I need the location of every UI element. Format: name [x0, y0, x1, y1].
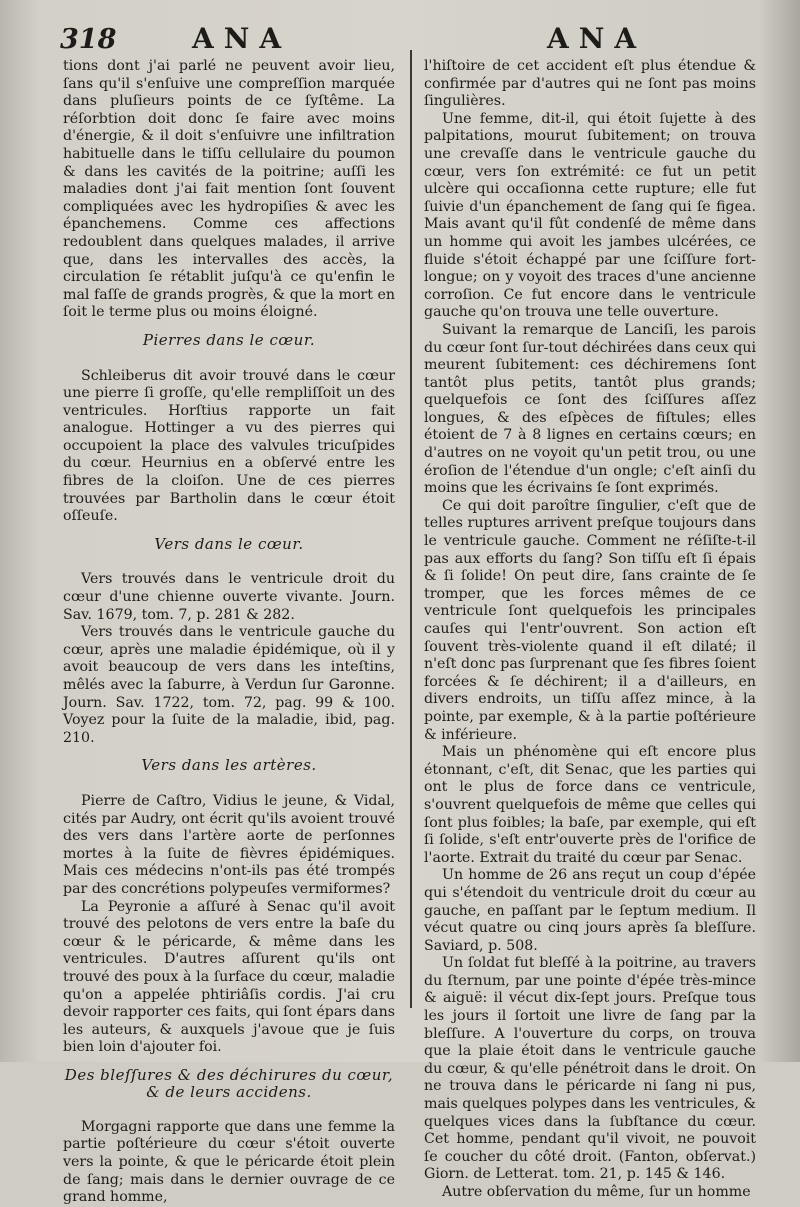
paragraph-spacer	[63, 563, 395, 571]
paragraph-spacer	[63, 360, 395, 368]
page-number: 318	[60, 24, 117, 55]
running-head-right: ANA	[547, 22, 647, 55]
paragraph: Suivant la remarque de Lanciſi, les parois du cœur ſont ſur-tout déchirées dans ceux qui meurent ſubitement: ces déchiremens ſont tantôt plus petits, tantôt plus grands; quelquefois ce ſont des ſciſſures aſſez longues, & des eſpèces de fiſtules; elles étoient de 7 à 8 lignes en certains cœurs; en d'autres on ne voyoit qu'un petit trou, ou une éroſion de l'étendue d'un ongle; c'eſt ainſi du moins que les écrivains ſe ſont exprimés.	[424, 321, 756, 497]
paragraph: tions dont j'ai parlé ne peuvent avoir lieu, ſans qu'il s'enſuive une compreſſion marquée dans pluſieurs points de ce ſyſtême. La réſorbtion doit donc ſe faire avec moins d'énergie, & il doit s'enſuivre une infiltration habituelle dans le tiſſu cellulaire du poumon & dans les cavités de la poitrine; auſſi les maladies dont j'ai fait mention ſont ſouvent compliquées avec les hydropiſies & avec les épanchemens. Comme ces affections redoublent dans quelques malades, il arrive que, dans les intervalles des accès, la circulation ſe rétablit juſqu'à ce qu'enfin le mal faſſe de grands progrès, & que la mort en ſoit le terme plus ou moins éloigné.	[63, 58, 395, 321]
paragraph-spacer	[63, 785, 395, 793]
paragraph: Vers trouvés dans le ventricule droit du cœur d'une chienne ouverte vivante. Journ. Sav. 1679, tom. 7, p. 281 & 282.	[63, 571, 395, 623]
paragraph: Vers trouvés dans le ventricule gauche du cœur, après une maladie épidémique, où il y avoit beaucoup de vers dans les inteſtins, mêlés avec la ſaburre, à Verdun ſur Garonne. Journ. Sav. 1722, tom. 72, pag. 99 & 100. Voyez pour la ſuite de la maladie, ibid, pag. 210.	[63, 624, 395, 746]
paragraph: l'hiſtoire de cet accident eſt plus étendue & confirmée par d'autres qui ne ſont pas moins ſingulières.	[424, 58, 756, 110]
paragraph: Un ſoldat fut bleſſé à la poitrine, au travers du ſternum, par une pointe d'épée très-mince & aiguë: il vécut dix-ſept jours. Preſque tous les jours il ſortoit une livre de ſang par la bleſſure. A l'ouverture du corps, on trouva que la plaie étoit dans le ventricule gauche du cœur, & qu'elle pénétroit dans le droit. On ne trouva dans le péricarde ni ſang ni pus, mais quelques polypes dans les ventricules, & quelques vices dans la ſubſtance du cœur. Cet homme, pendant qu'il vivoit, ne pouvoit ſe coucher du côté droit. (Fanton, obſervat.) Giorn. de Letterat. tom. 21, p. 145 & 146.	[424, 955, 756, 1183]
section-heading: Vers dans les artères.	[141, 756, 317, 775]
paragraph-spacer	[63, 1111, 395, 1119]
paragraph: Ce qui doit paroître ſingulier, c'eſt que de telles ruptures arrivent preſque toujours dans le ventricule gauche. Comment ne réſiſte-t-il pas aux efforts du ſang? Son tiſſu eſt ſi épais & ſi ſolide! On peut dire, ſans crainte de ſe tromper, que les forces mêmes de ce ventricule ſont quelquefois les principales cauſes qui l'entr'ouvrent. Son action eſt ſouvent très-violente quand il eſt dilaté; il n'eſt donc pas ſurprenant que ſes fibres ſoient forcées & ſe déchirent; il a d'ailleurs, en divers endroits, un tiſſu aſſez mince, à la pointe, par exemple, & à la partie poſtérieure & inférieure.	[424, 497, 756, 743]
running-head-left: ANA	[192, 22, 292, 55]
paragraph: Mais un phénomène qui eſt encore plus étonnant, c'eſt, dit Senac, que les parties qui ont le plus de force dans ce ventricule, s'ouvrent quelquefois de même que celles qui ſont plus foibles; la baſe, par exemple, qui eſt ſi ſolide, s'eſt entr'ouverte près de l'orifice de l'aorte. Extrait du traité du cœur par Senac.	[424, 744, 756, 866]
paragraph: Pierre de Caſtro, Vidius le jeune, & Vidal, cités par Audry, ont écrit qu'ils avoient trouvé des vers dans l'artère aorte de perſonnes mortes à la ſuite de fièvres épidémiques. Mais ces médecins n'ont-ils pas été trompés par des concrétions polypeuſes vermiformes?	[63, 792, 395, 897]
right-column	[424, 58, 756, 1202]
paragraph: Morgagni rapporte que dans une femme la partie poſtérieure du cœur s'étoit ouverte vers la pointe, & que le péricarde étoit plein de ſang; mais dans le dernier ouvrage de ce grand homme,	[63, 1118, 395, 1206]
paragraph: La Peyronie a aſſuré à Senac qu'il avoit trouvé des pelotons de vers entre la baſe du cœur & le péricarde, & même dans les ventricules. D'autres aſſurent qu'ils ont trouvé des poux à la ſurface du cœur, maladie qu'on a appelée phtiriâſis cordis. J'ai cru devoir rapporter ces faits, qui ſont épars dans les auteurs, & auxquels j'avoue que je ſuis bien loin d'ajouter foi.	[63, 898, 395, 1056]
paragraph: Un homme de 26 ans reçut un coup d'épée qui s'étendoit du ventricule droit du cœur au gauche, en paſſant par le ſeptum medium. Il vécut quatre ou cinq jours après ſa bleſſure. Saviard, p. 508.	[424, 867, 756, 954]
section-heading: Vers dans le cœur.	[154, 534, 304, 553]
paragraph: Autre obſervation du même, ſur un homme	[442, 1184, 751, 1200]
column-rule	[410, 50, 412, 1008]
paragraph: Schleiberus dit avoir trouvé dans le cœur une pierre ſi groſſe, qu'elle rempliſſoit un des ventricules. Horſtius rapporte un fait analogue. Hottinger a vu des pierres qui occupoient la place des valvules tricuſpides du cœur. Heurnius en a obſervé entre les fibres de la cloiſon. Une de ces pierres trouvées par Bartholin dans le cœur étoit oſſeuſe.	[63, 367, 395, 525]
paragraph: Une femme, dit-il, qui étoit ſujette à des palpitations, mourut ſubitement; on trouva une crevaſſe dans le ventricule gauche du cœur, vers ſon extrémité: ce fut un petit ulcère qui occaſionna cette rupture; elle fut ſuivie d'un épanchement de ſang qui ſe figea. Mais avant qu'il fût condenſé de même dans un homme qui avoit les jambes ulcérées, ce fluide s'étoit échappé par une ſciſſure fort-longue; on y voyoit des traces d'une ancienne corroſion. Ce fut encore dans le ventricule gauche qu'on trouva une telle ouverture.	[424, 110, 756, 321]
left-column	[63, 58, 395, 1207]
section-heading: Des bleſſures & des déchirures du cœur, & de leurs accidens.	[64, 1065, 394, 1101]
section-heading: Pierres dans le cœur.	[142, 330, 316, 349]
